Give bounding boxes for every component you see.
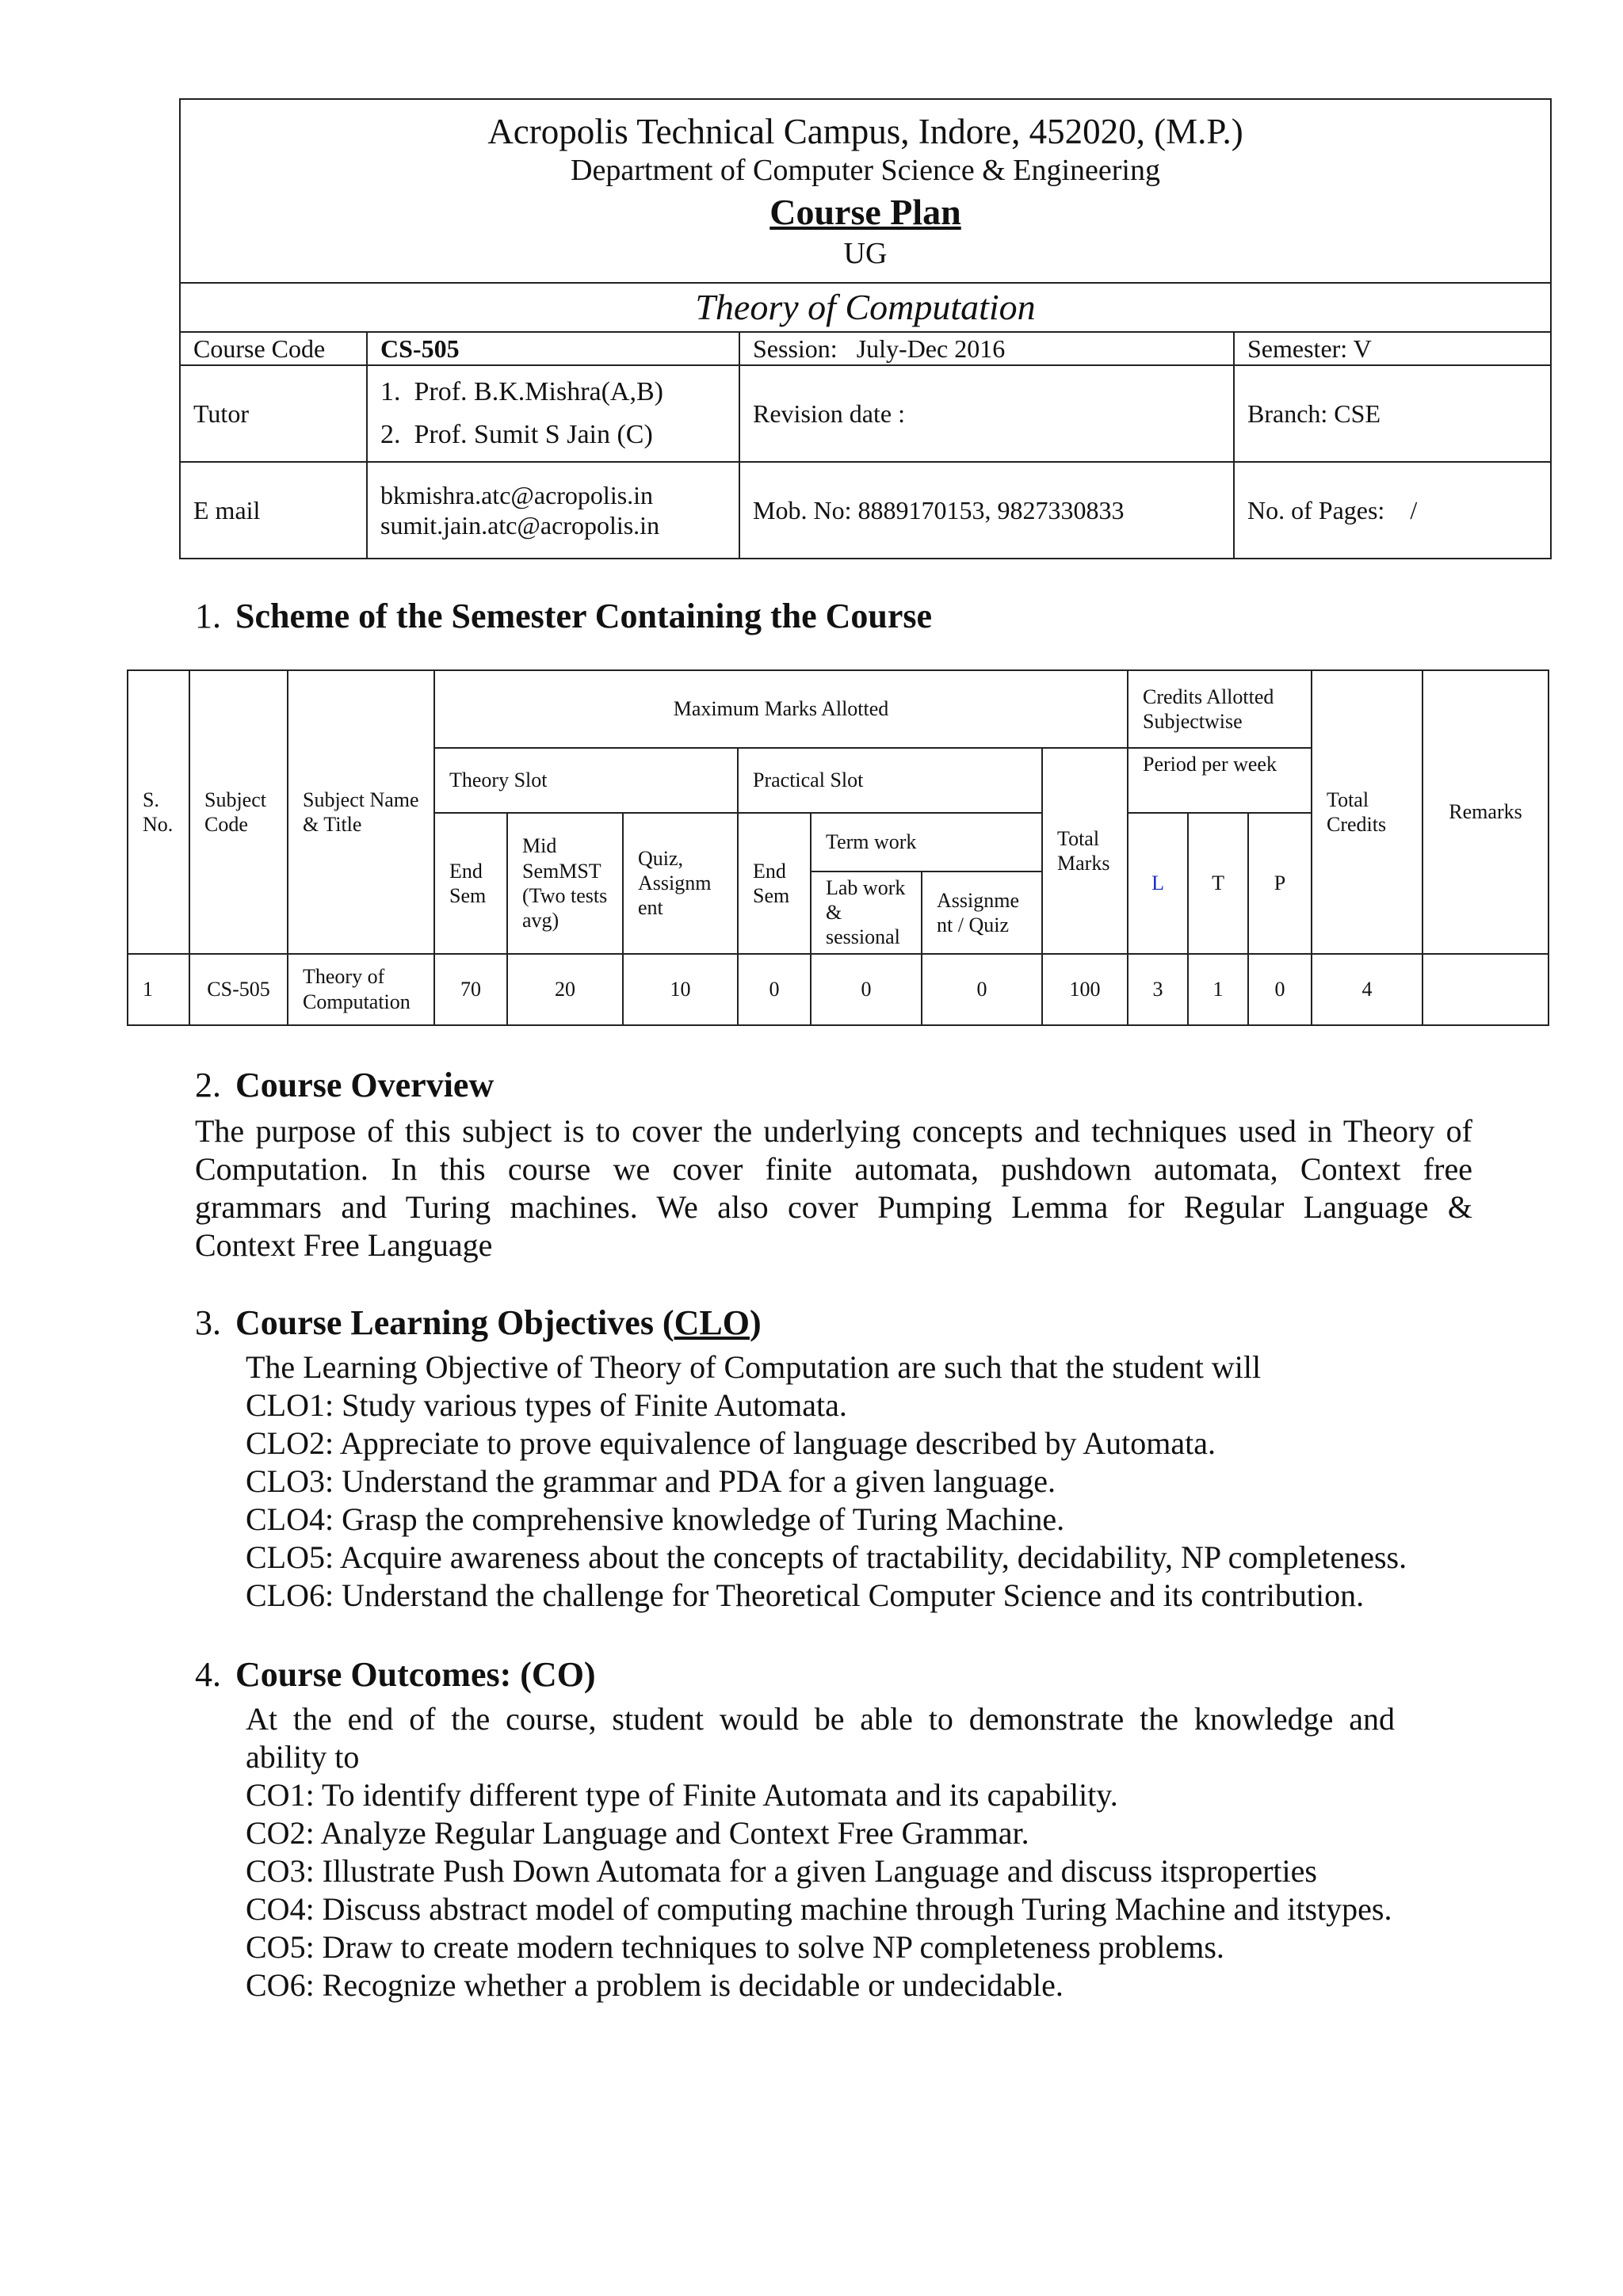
overview-line-1: The purpose of this subject is to cover the underlying concepts and techniques used in Theory of <box>195 1113 1472 1149</box>
email-2: sumit.jain.atc@acropolis.in <box>380 511 660 540</box>
header-assignment-quiz: Assignme nt / Quiz <box>922 871 1042 954</box>
clo-list <box>246 1348 1474 1615</box>
header-lab-work: Lab work & sessional <box>811 871 922 954</box>
header-practical-end-sem: End Sem <box>738 813 811 954</box>
section-4-heading <box>195 1654 596 1695</box>
list-item: CO6: Recognize whether a problem is decidable or undecidable. <box>246 1967 1064 2003</box>
header-total-marks: Total Marks <box>1042 748 1128 954</box>
scheme-data-row <box>128 954 1549 1025</box>
header-remarks: Remarks <box>1423 670 1549 954</box>
course-header-table <box>179 98 1552 559</box>
section-3-title-prefix: Course Learning Objectives ( <box>235 1303 674 1342</box>
section-3-title-suffix: ) <box>749 1303 762 1342</box>
header-t: T <box>1188 813 1248 954</box>
cell-assignment-quiz: 0 <box>922 954 1042 1025</box>
cell-lab-work: 0 <box>811 954 922 1025</box>
section-2-title: Course Overview <box>235 1066 495 1104</box>
email-list <box>367 462 739 559</box>
course-code-label: Course Code <box>180 332 367 365</box>
section-3-heading <box>195 1302 762 1343</box>
list-item: CLO4: Grasp the comprehensive knowledge of Turing Machine. <box>246 1501 1065 1537</box>
co-intro-line-1: At the end of the course, student would be able to demonstrate the knowledge and <box>246 1701 1395 1737</box>
cell-subject-name: Theory of Computation <box>288 954 434 1025</box>
section-1-title: Scheme of the Semester Containing the Course <box>235 597 933 635</box>
tutor-1: 1. Prof. B.K.Mishra(A,B) <box>380 377 663 407</box>
header-max-marks: Maximum Marks Allotted <box>434 670 1128 748</box>
section-2-heading <box>195 1065 494 1105</box>
cell-sno: 1 <box>128 954 189 1025</box>
header-practical-slot: Practical Slot <box>738 748 1042 813</box>
department-name: Department of Computer Science & Engineering <box>571 153 1160 187</box>
section-1-heading <box>195 596 932 636</box>
header-l: L <box>1128 813 1188 954</box>
clo-intro: The Learning Objective of Theory of Computation are such that the student will <box>246 1349 1262 1385</box>
tutor-label: Tutor <box>180 365 367 462</box>
header-period-per-week: Period per week <box>1128 748 1312 813</box>
overview-line-2: Computation. In this course we cover finite automata, pushdown automata, Context free <box>195 1151 1472 1187</box>
header-quiz: Quiz, Assignm ent <box>623 813 738 954</box>
course-plan-title: Course Plan <box>769 192 961 233</box>
header-term-work: Term work <box>811 813 1042 871</box>
cell-subject-code: CS-505 <box>189 954 288 1025</box>
header-credits-allotted: Credits Allotted Subjectwise <box>1128 670 1312 748</box>
header-sno: S. No. <box>128 670 189 954</box>
section-1-number: 1. <box>195 597 221 635</box>
list-item: CLO6: Understand the challenge for Theoretical Computer Science and its contribution. <box>246 1577 1365 1613</box>
list-item: CLO5: Acquire awareness about the concepts of tractability, decidability, NP completeness. <box>246 1539 1407 1575</box>
subject-title: Theory of Computation <box>180 283 1551 332</box>
header-theory-slot: Theory Slot <box>434 748 738 813</box>
branch-info: Branch: CSE <box>1234 365 1551 462</box>
cell-mid-sem: 20 <box>507 954 623 1025</box>
list-item: CLO1: Study various types of Finite Automata. <box>246 1387 847 1423</box>
semester-info: Semester: V <box>1234 332 1551 365</box>
co-list <box>246 1700 1395 2004</box>
list-item: CO5: Draw to create modern techniques to solve NP completeness problems. <box>246 1929 1224 1965</box>
revision-date: Revision date : <box>739 365 1234 462</box>
list-item: CO2: Analyze Regular Language and Context Free Grammar. <box>246 1815 1029 1851</box>
cell-l: 3 <box>1128 954 1188 1025</box>
cell-total-marks: 100 <box>1042 954 1128 1025</box>
cell-practical-end-sem: 0 <box>738 954 811 1025</box>
cell-quiz: 10 <box>623 954 738 1025</box>
co-intro-line-2: ability to <box>246 1739 360 1775</box>
number-of-pages: No. of Pages: / <box>1234 462 1551 559</box>
header-end-sem: End Sem <box>434 813 507 954</box>
header-total-credits: Total Credits <box>1312 670 1423 954</box>
tutor-list <box>367 365 739 462</box>
list-item: CLO3: Understand the grammar and PDA for a given language. <box>246 1463 1056 1499</box>
overview-line-4: Context Free Language <box>195 1227 493 1263</box>
cell-total-credits: 4 <box>1312 954 1423 1025</box>
section-3-title-abbr: CLO <box>674 1303 750 1342</box>
course-code-value: CS-505 <box>367 332 739 365</box>
list-item: CO4: Discuss abstract model of computing machine through Turing Machine and itstypes. <box>246 1891 1392 1927</box>
course-overview-paragraph <box>195 1112 1472 1264</box>
list-item: CLO2: Appreciate to prove equivalence of language described by Automata. <box>246 1425 1216 1461</box>
list-item: CO3: Illustrate Push Down Automata for a given Language and discuss itsproperties <box>246 1853 1317 1889</box>
overview-line-3: grammars and Turing machines. We also cover Pumping Lemma for Regular Language & <box>195 1189 1472 1225</box>
cell-t: 1 <box>1188 954 1248 1025</box>
header-mid-sem: Mid SemMST (Two tests avg) <box>507 813 623 954</box>
header-subject-name: Subject Name & Title <box>288 670 434 954</box>
list-item: CO1: To identify different type of Finite Automata and its capability. <box>246 1777 1118 1813</box>
program-level: UG <box>843 236 888 270</box>
cell-p: 0 <box>1248 954 1312 1025</box>
section-3-number: 3. <box>195 1303 221 1342</box>
cell-remarks <box>1423 954 1549 1025</box>
section-4-number: 4. <box>195 1655 221 1694</box>
section-4-title: Course Outcomes: (CO) <box>235 1655 596 1694</box>
session-info: Session: July-Dec 2016 <box>739 332 1234 365</box>
email-1: bkmishra.atc@acropolis.in <box>380 480 654 509</box>
header-title-cell <box>180 99 1551 283</box>
header-p: P <box>1248 813 1312 954</box>
section-2-number: 2. <box>195 1066 221 1104</box>
mobile-numbers: Mob. No: 8889170153, 9827330833 <box>739 462 1234 559</box>
tutor-2: 2. Prof. Sumit S Jain (C) <box>380 420 653 449</box>
college-name: Acropolis Technical Campus, Indore, 452020, (M.P.) <box>487 111 1243 151</box>
cell-end-sem: 70 <box>434 954 507 1025</box>
email-label: E mail <box>180 462 367 559</box>
header-subject-code: Subject Code <box>189 670 288 954</box>
scheme-table <box>127 669 1549 1026</box>
